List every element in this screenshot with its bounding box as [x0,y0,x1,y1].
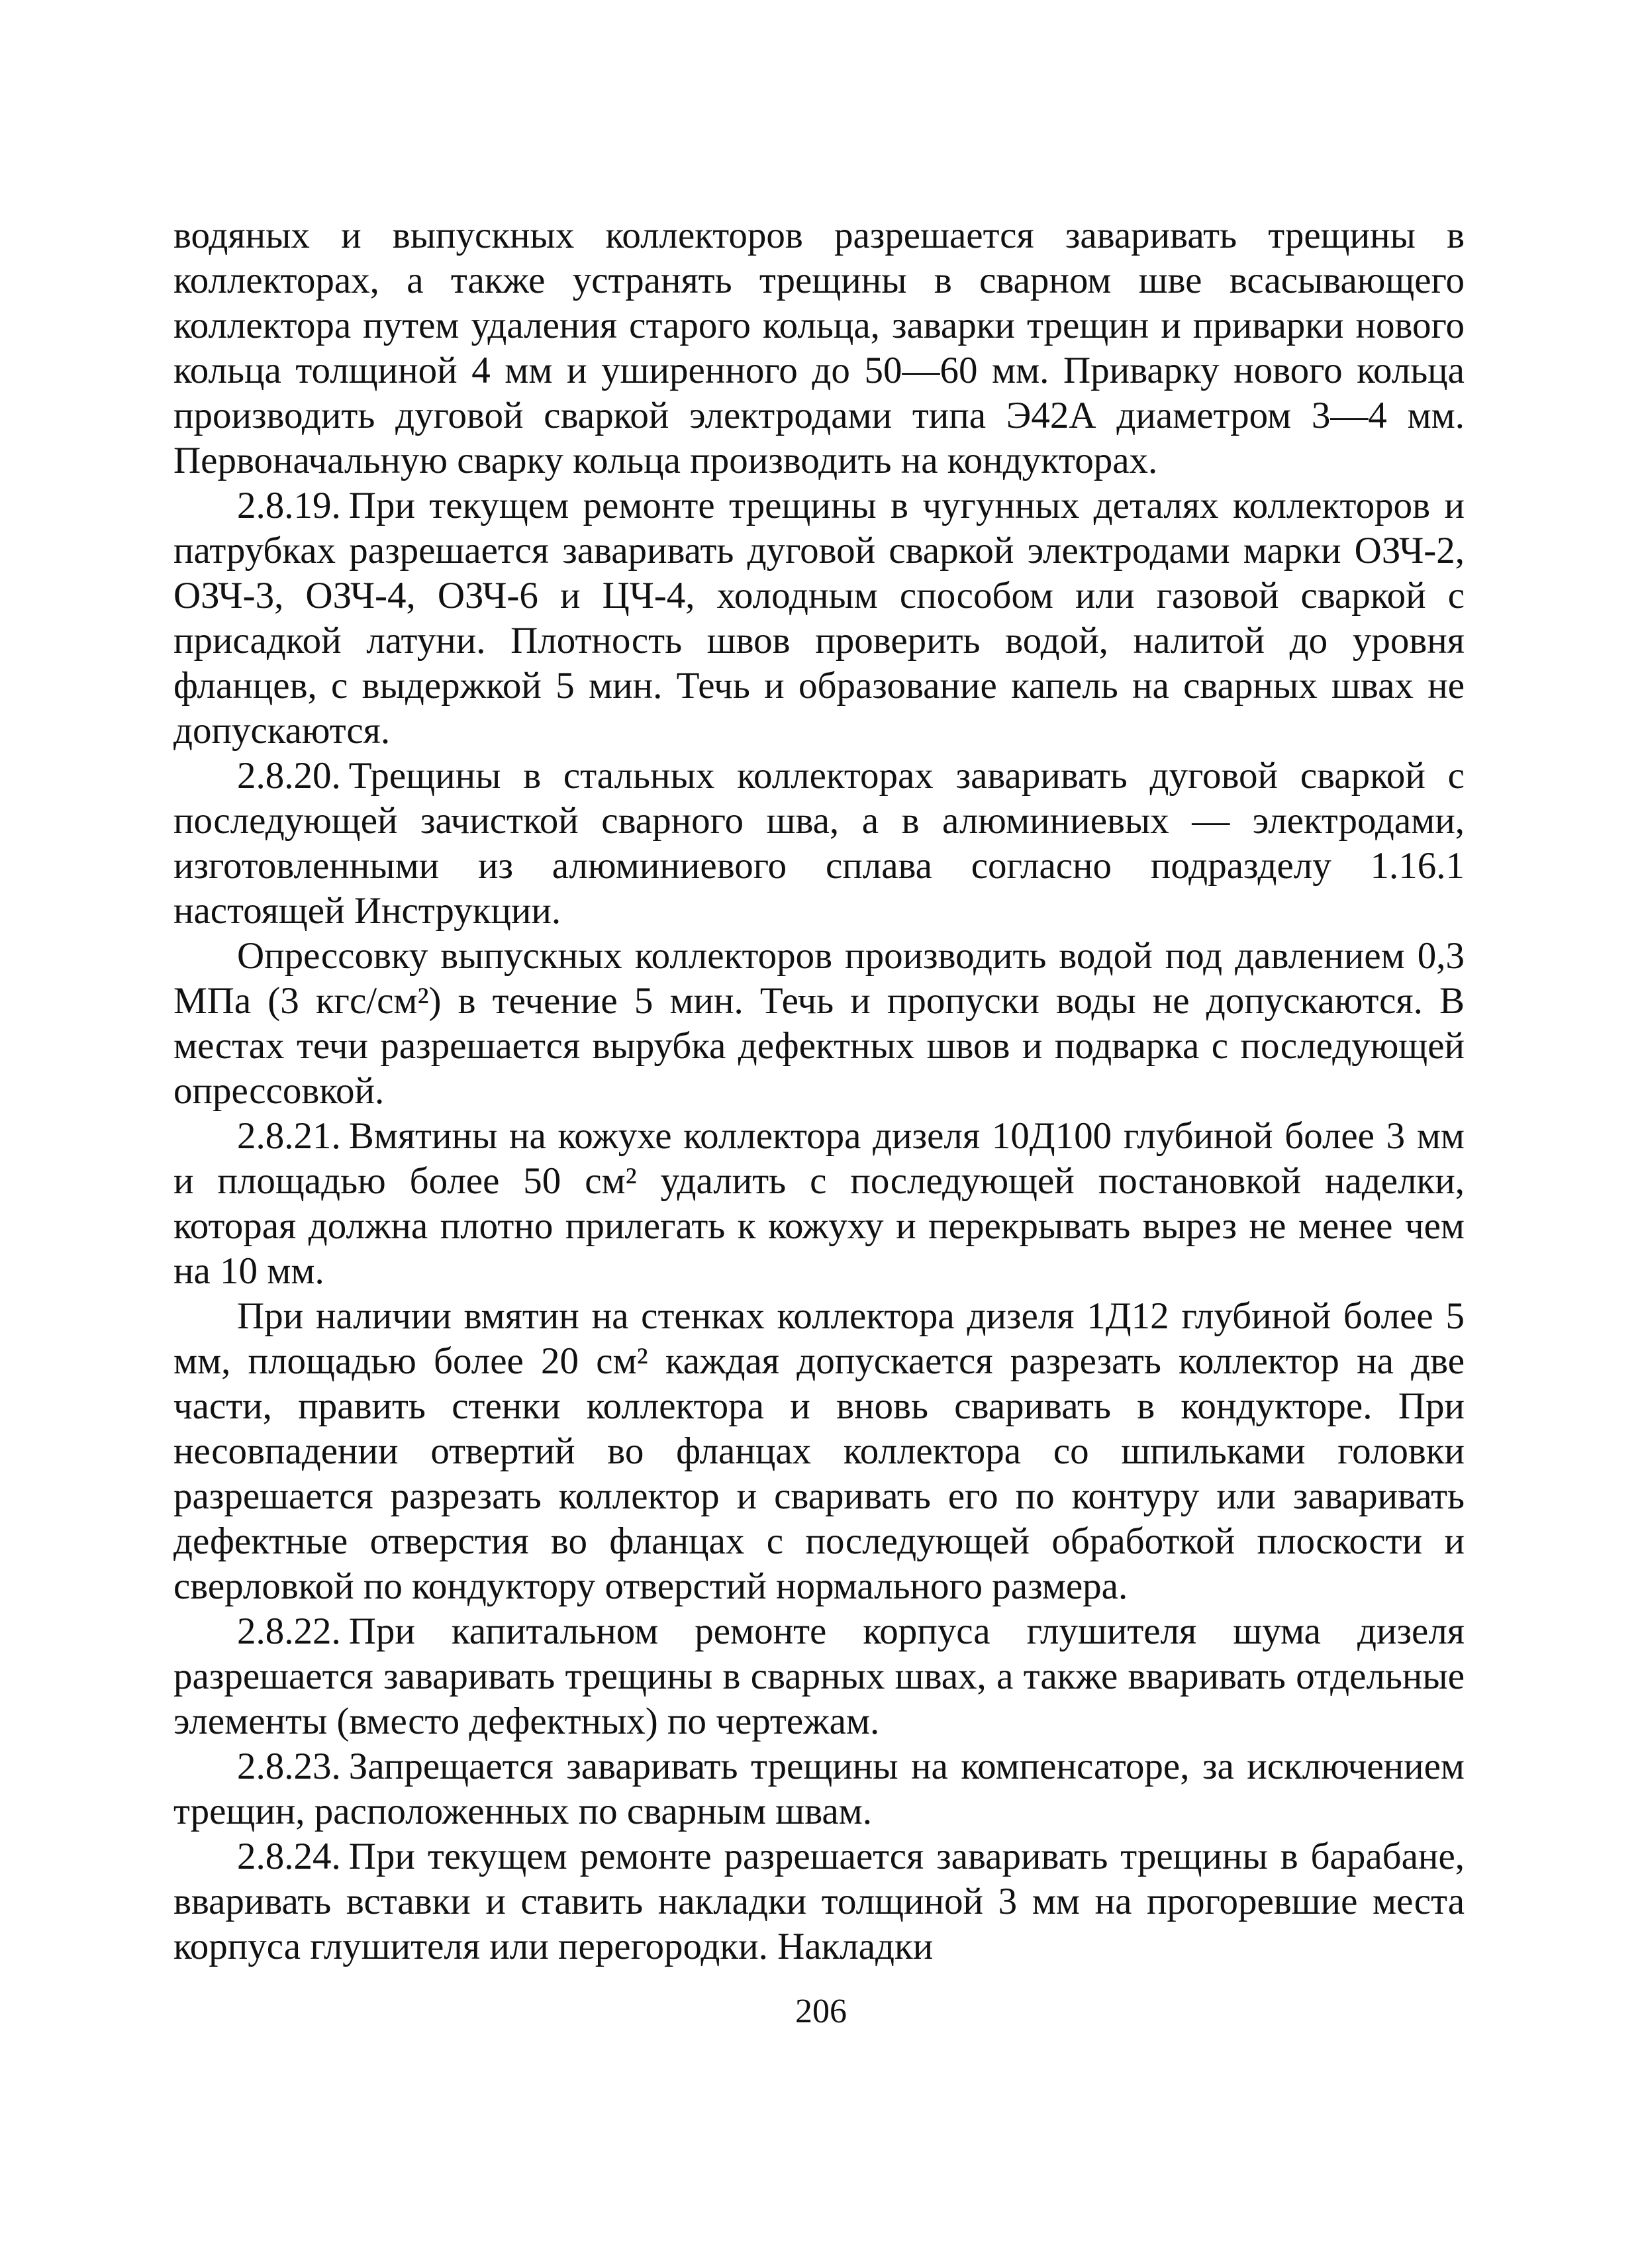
paragraph-text: При текущем ремонте разрешается заваривать трещины в барабане, вваривать вставки и ставить накладки толщиной 3 мм на прогоревшие места корпуса глушителя или перегородки. Накладки [173,1836,1465,1967]
section-number: 2.8.20. [237,755,341,797]
text-column [173,213,1465,1969]
paragraph-2-8-20 [173,754,1465,934]
paragraph-text: При наличии вмятин на стенках коллектора дизеля 1Д12 глубиной более 5 мм, площадью более 20 см² каждая допускается разрезать коллектор на две части, править стенки коллектора и вновь сваривать в кондукторе. При несовпадении отвертий во фланцах коллектора со шпильками головки разрешается разрезать коллектор и сваривать его по контуру или заваривать дефектные отверстия во фланцах с последующей обработкой плоскости и сверловкой по кондуктору отверстий нормального размера. [173,1295,1465,1607]
paragraph-2-8-23 [173,1744,1465,1834]
paragraph-text: При текущем ремонте трещины в чугунных деталях коллекторов и патрубках разрешается заваривать дуговой сваркой электродами марки ОЗЧ-2, ОЗЧ-3, ОЗЧ-4, ОЗЧ-6 и ЦЧ-4, холодным способом или газовой сваркой с присадкой латуни. Плотность швов проверить водой, налитой до уровня фланцев, с выдержкой 5 мин. Течь и образование капель на сварных швах не допускаются. [173,485,1465,752]
paragraph [173,213,1465,483]
paragraph [173,934,1465,1114]
paragraph-text: водяных и выпускных коллекторов разрешается заваривать трещины в коллекторах, а также устранять трещины в сварном шве всасывающего коллектора путем удаления старого кольца, заварки трещин и приварки нового кольца толщиной 4 мм и уширенного до 50—60 мм. Приварку нового кольца производить дуговой сваркой электродами типа Э42А диаметром 3—4 мм. Первоначальную сварку кольца производить на кондукторах. [173,215,1465,481]
paragraph-2-8-24 [173,1834,1465,1969]
section-number: 2.8.24. [237,1836,341,1877]
page-number: 206 [795,1993,847,2030]
paragraph-text: Опрессовку выпускных коллекторов производить водой под давлением 0,3 МПа (3 кгс/см²) в течение 5 мин. Течь и пропуски воды не допускаются. В местах течи разрешается вырубка дефектных швов и подварка с последующей опрессовкой. [173,935,1465,1112]
section-number: 2.8.23. [237,1746,341,1787]
paragraph-2-8-22 [173,1609,1465,1744]
paragraph-text: Запрещается заваривать трещины на компенсаторе, за исключением трещин, расположенных по сварным швам. [173,1746,1465,1832]
paragraph-text: Вмятины на кожухе коллектора дизеля 10Д100 глубиной более 3 мм и площадью более 50 см² удалить с последующей постановкой наделки, которая должна плотно прилегать к кожуху и перекрывать вырез не менее чем на 10 мм. [173,1115,1465,1292]
paragraph-2-8-21 [173,1114,1465,1294]
section-number: 2.8.21. [237,1115,341,1157]
paragraph-2-8-19 [173,483,1465,754]
section-number: 2.8.22. [237,1610,341,1652]
section-number: 2.8.19. [237,485,341,526]
paragraph-text: При капитальном ремонте корпуса глушителя шума дизеля разрешается заваривать трещины в сварных швах, а также вваривать отдельные элементы (вместо дефектных) по чертежам. [173,1610,1465,1742]
paragraph-text: Трещины в стальных коллекторах заваривать дуговой сваркой с последующей зачисткой сварного шва, а в алюминиевых — электродами, изготовленными из алюминиевого сплава согласно подразделу 1.16.1 настоящей Инструкции. [173,755,1465,932]
paragraph [173,1294,1465,1609]
